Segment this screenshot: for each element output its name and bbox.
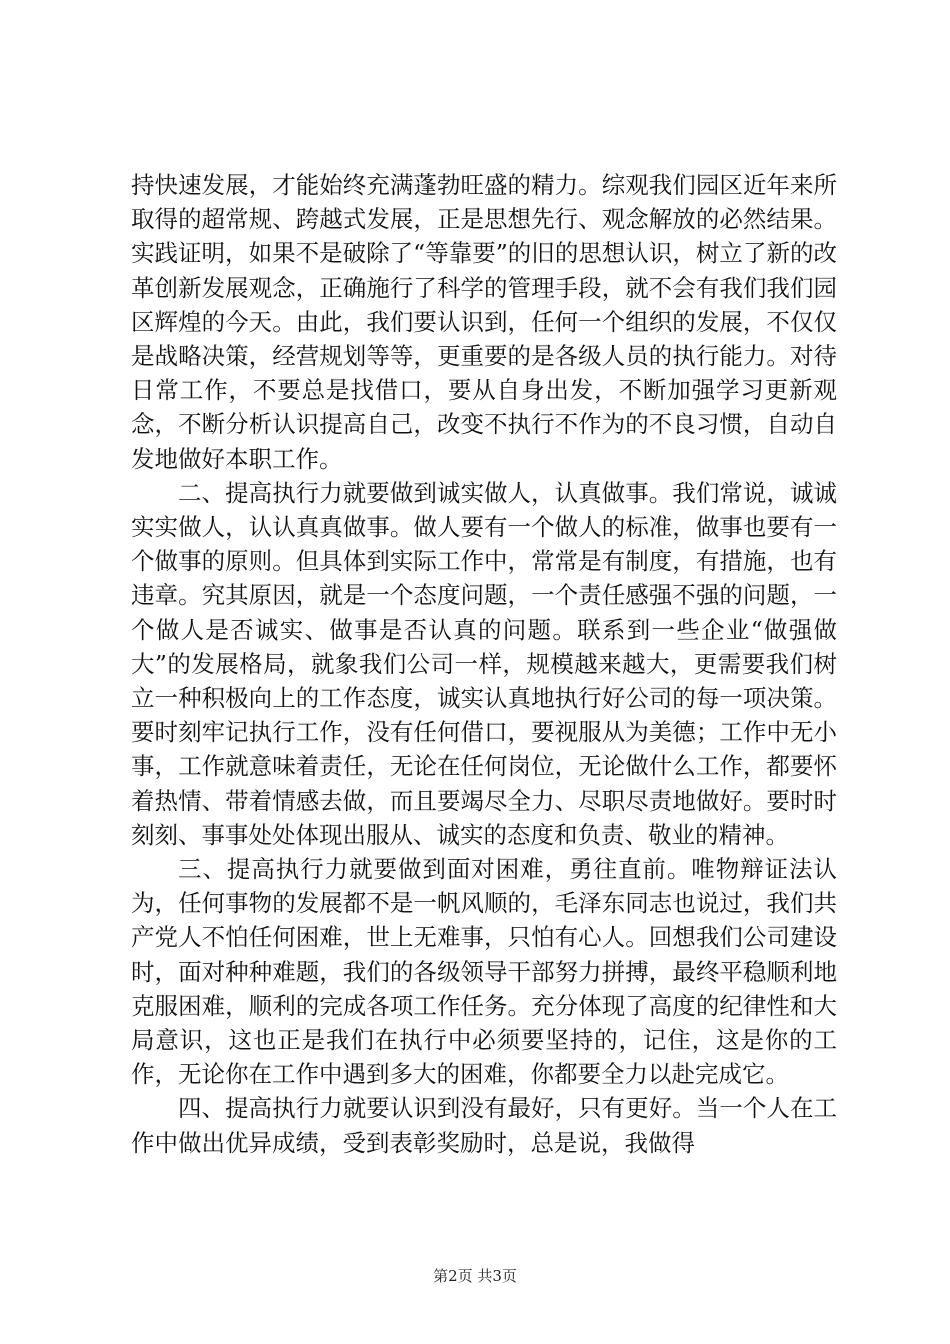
paragraph-section-3: 三、提高执行力就要做到面对困难，勇往直前。唯物辩证法认为，任何事物的发展都不是一帆风顺的，毛泽东同志也说过，我们共产党人不怕任何困难，世上无难事，只怕有心人。回想我们公司建设时，面对种种难题，我们的各级领导干部努力拼搏，最终平稳顺利地克服困难，顺利的完成各项工作任务。充分体现了高度的纪律性和大局意识，这也正是我们在执行中必须要坚持的，记住，这是你的工作，无论你在工作中遇到多大的困难，你都要全力以赴完成它。 [131,855,837,1089]
paragraph-section-2: 二、提高执行力就要做到诚实做人，认真做事。我们常说，诚诚实实做人，认认真真做事。做人要有一个做人的标准，做事也要有一个做事的原则。但具体到实际工作中，常常是有制度，有措施，也有违章。究其原因，就是一个态度问题，一个责任感强不强的问题，一个做人是否诚实、做事是否认真的问题。联系到一些企业“做强做大”的发展格局，就象我们公司一样，规模越来越大，更需要我们树立一种积极向上的工作态度，诚实认真地执行好公司的每一项决策。要时刻牢记执行工作，没有任何借口，要视服从为美德；工作中无小事，工作就意味着责任，无论在任何岗位，无论做什么工作，都要怀着热情、带着情感去做，而且要竭尽全力、尽职尽责地做好。要时时刻刻、事事处处体现出服从、诚实的态度和负责、敬业的精神。 [131,478,837,849]
paragraph-continuation: 持快速发展，才能始终充满蓬勃旺盛的精力。综观我们园区近年来所取得的超常规、跨越式发展，正是思想先行、观念解放的必然结果。实践证明，如果不是破除了“等靠要”的旧的思想认识，树立了新的改革创新发展观念，正确施行了科学的管理手段，就不会有我们我们园区辉煌的今天。由此，我们要认识到，任何一个组织的发展，不仅仅是战略决策，经营规划等等，更重要的是各级人员的执行能力。对待日常工作，不要总是找借口，要从自身出发，不断加强学习更新观念，不断分析认识提高自己，改变不执行不作为的不良习惯，自动自发地做好本职工作。 [131,171,837,473]
page-footer: 第2页 共3页 [433,1267,517,1285]
document-body [131,168,837,1160]
paragraph-section-4: 四、提高执行力就要认识到没有最好，只有更好。当一个人在工作中做出优异成绩，受到表彰奖励时，总是说，我做得 [131,1094,837,1157]
